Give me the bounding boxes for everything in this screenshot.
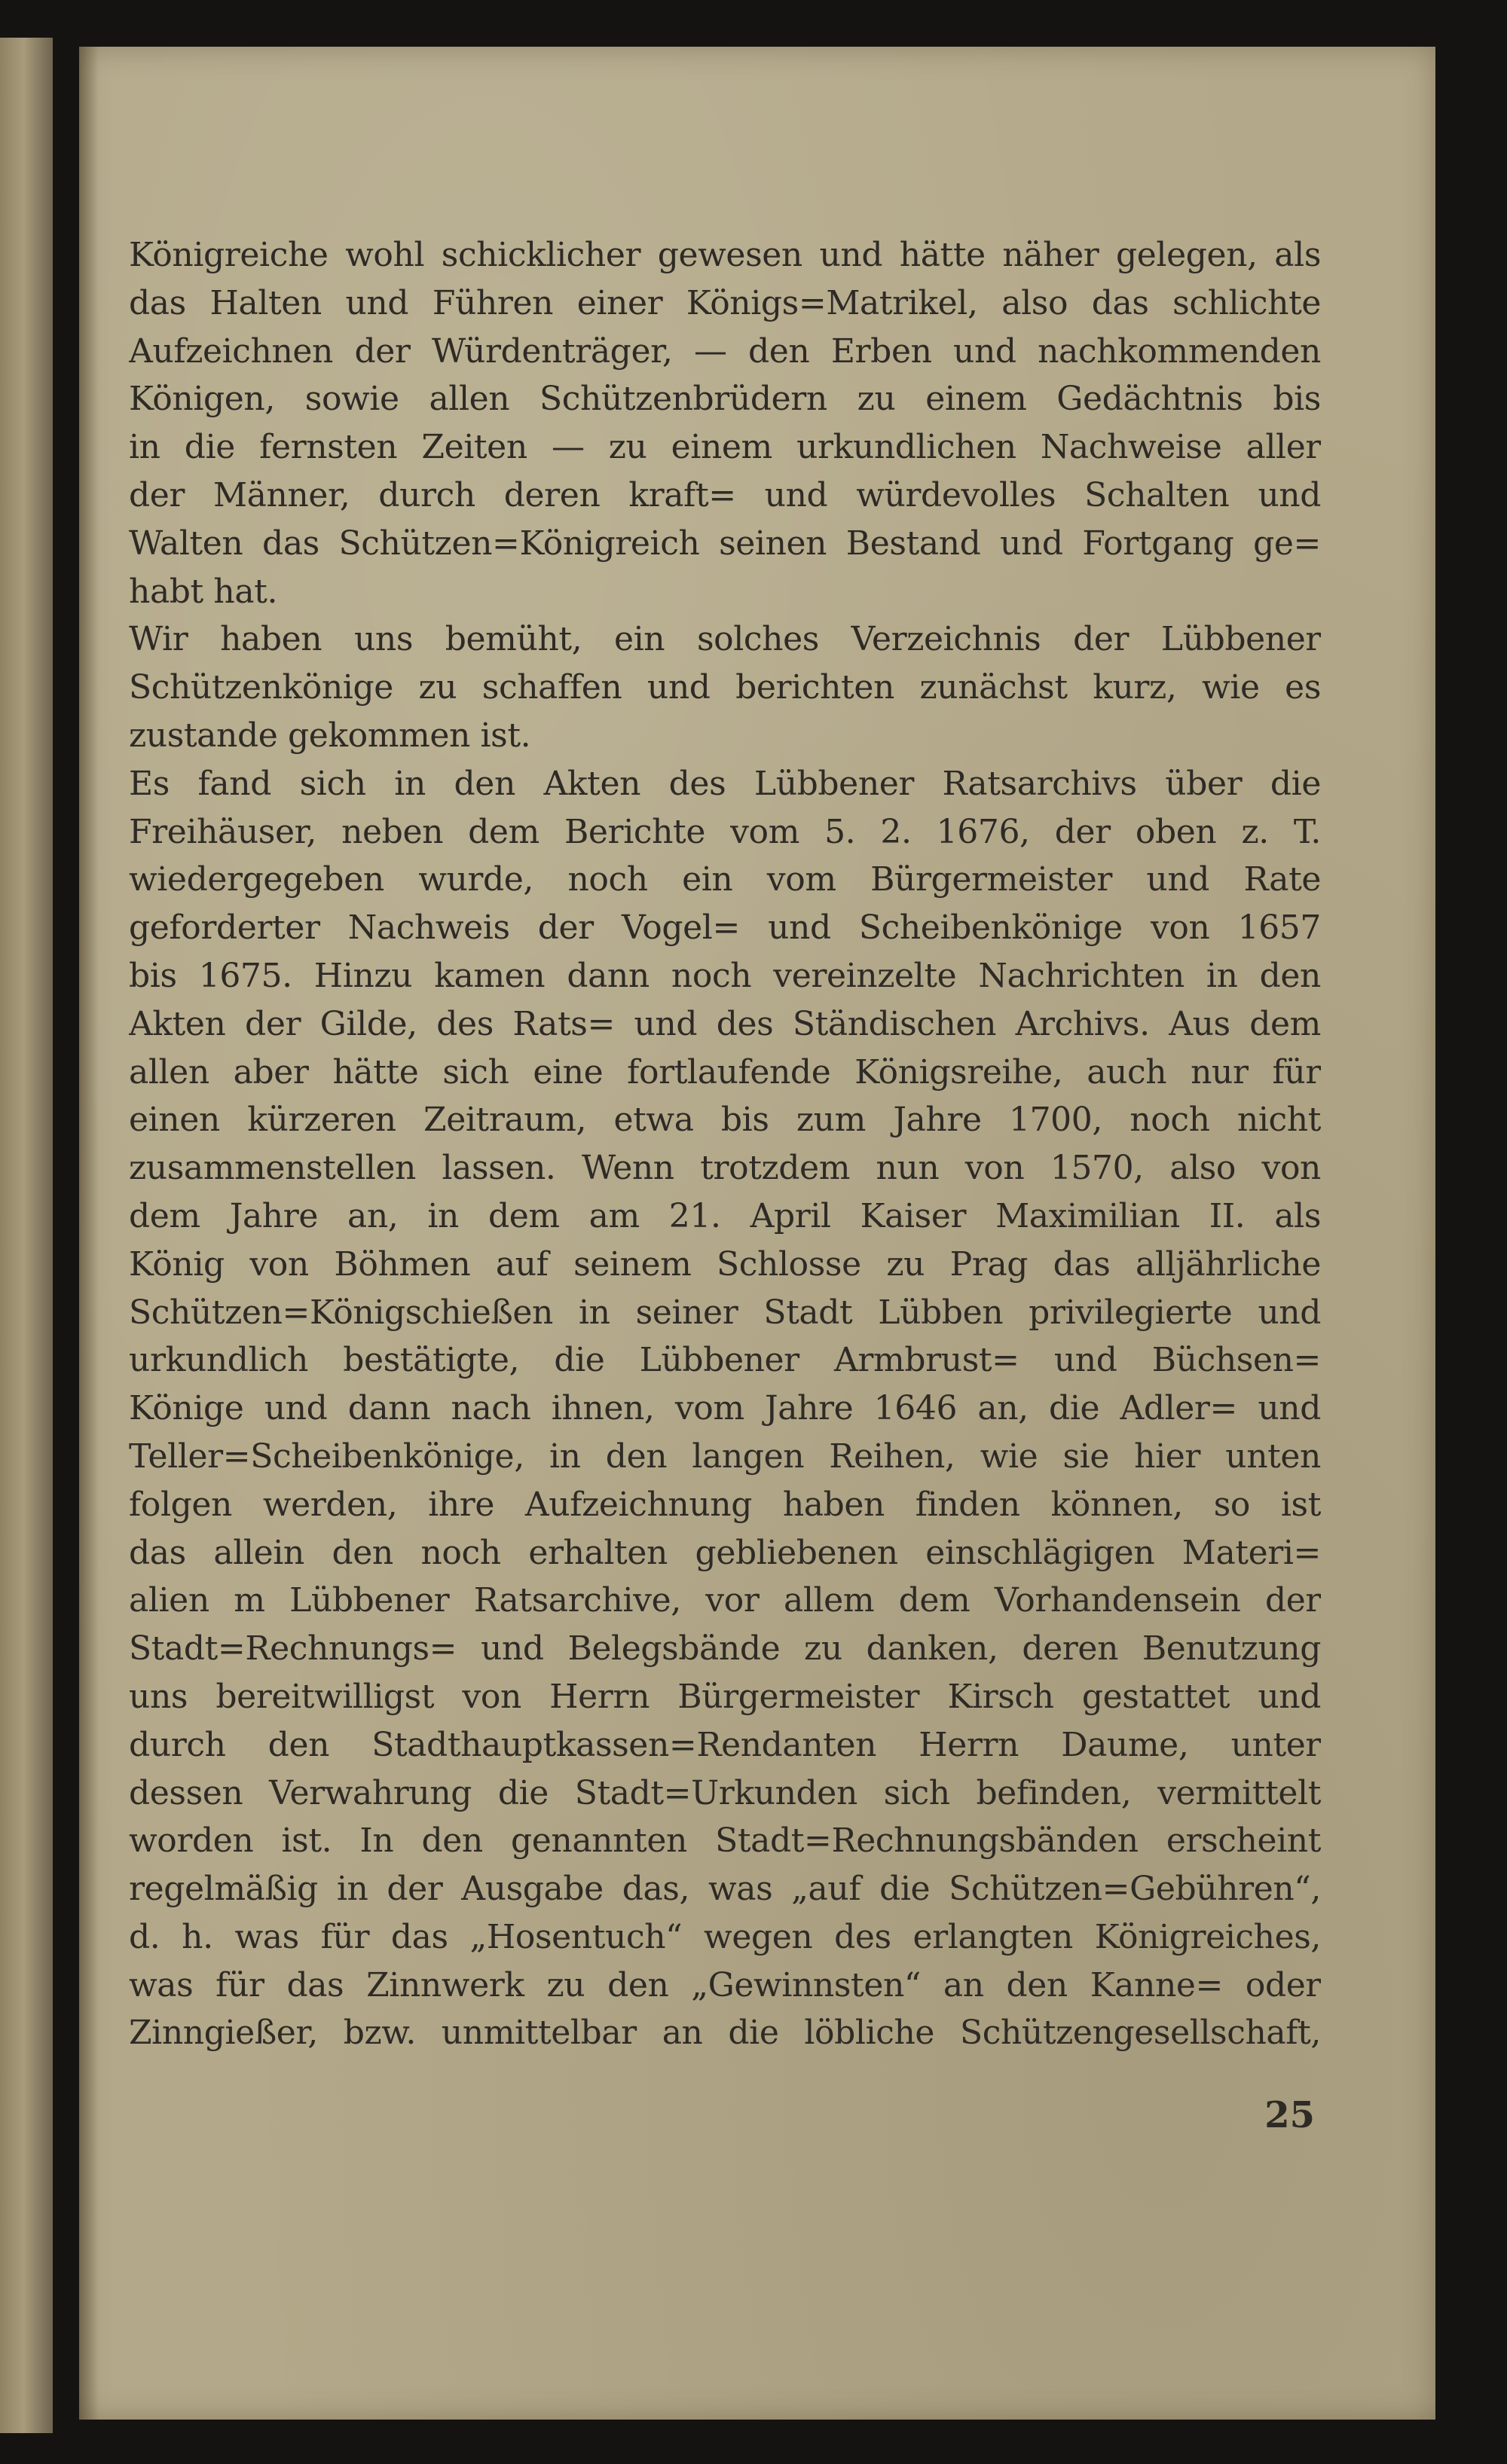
book-page [79,47,1435,2420]
text-line: folgen werden, ihre Aufzeichnung haben finden können, so ist [129,1485,1321,1524]
text-line: einen kürzeren Zeitraum, etwa bis zum Jahre 1700, noch nicht [129,1101,1321,1140]
page-gutter-shadow [79,47,99,2420]
text-line: zusammenstellen lassen. Wenn trotzdem nun von 1570, also von [129,1149,1321,1188]
text-line: Königen, sowie allen Schützenbrüdern zu einem Gedächtnis bis [129,380,1321,419]
text-line: durch den Stadthauptkassen=Rendanten Herrn Daume, unter [129,1725,1321,1764]
text-line: Walten das Schützen=Königreich seinen Bestand und Fortgang ge= [129,524,1321,563]
text-line: Schützen=Königschießen in seiner Stadt Lübben privilegierte und [129,1293,1321,1332]
text-line: Aufzeichnen der Würdenträger, — den Erben und nachkommenden [129,331,1321,371]
text-line: Könige und dann nach ihnen, vom Jahre 1646 an, die Adler= und [129,1389,1321,1428]
text-line: Königreiche wohl schicklicher gewesen und hätte näher gelegen, als [129,236,1321,274]
text-line: dem Jahre an, in dem am 21. April Kaiser Maximilian II. als [129,1196,1321,1235]
text-line: Akten der Gilde, des Rats= und des Ständischen Archivs. Aus dem [129,1004,1321,1043]
text-line: Teller=Scheibenkönige, in den langen Reihen, wie sie hier unten [129,1437,1321,1476]
text-line: Zinngießer, bzw. unmittelbar an die löbliche Schützengesellschaft, [129,2014,1321,2053]
text-line: zustande gekommen ist. [129,716,531,755]
page-number: 25 [1264,2094,1315,2136]
text-line: Es fand sich in den Akten des Lübbener Ratsarchivs über die [129,764,1321,803]
text-line: allen aber hätte sich eine fortlaufende Königsreihe, auch nur für [129,1052,1321,1092]
text-line: wiedergegeben wurde, noch ein vom Bürgermeister und Rate [129,860,1321,899]
text-line: d. h. was für das „Hosentuch“ wegen des erlangten Königreiches, [129,1917,1321,1956]
text-line: in die fernsten Zeiten — zu einem urkundlichen Nachweise aller [129,428,1321,467]
text-line: Freihäuser, neben dem Berichte vom 5. 2. 1676, der oben z. T. [129,812,1321,851]
text-line: König von Böhmen auf seinem Schlosse zu Prag das alljährliche [129,1244,1321,1284]
text-line: dessen Verwahrung die Stadt=Urkunden sich befinden, vermittelt [129,1773,1321,1812]
text-line: alien m Lübbener Ratsarchive, vor allem dem Vorhandensein der [129,1581,1321,1620]
text-line: worden ist. In den genannten Stadt=Rechnungsbänden erscheint [129,1821,1321,1861]
text-line: bis 1675. Hinzu kamen dann noch vereinzelte Nachrichten in den [129,956,1321,995]
text-line: urkundlich bestätigte, die Lübbener Armbrust= und Büchsen= [129,1341,1321,1380]
text-line: der Männer, durch deren kraft= und würdevolles Schalten und [129,475,1321,514]
text-line: Wir haben uns bemüht, ein solches Verzeichnis der Lübbener [129,620,1321,659]
text-line: uns bereitwilligst von Herrn Bürgermeister Kirsch gestattet und [129,1677,1321,1716]
text-line: das Halten und Führen einer Königs=Matrikel, also das schlichte [129,283,1321,322]
text-line: Schützenkönige zu schaffen und berichten zunächst kurz, wie es [129,668,1321,707]
body-text [129,231,1321,2057]
text-line: was für das Zinnwerk zu den „Gewinnsten“ an den Kanne= oder [129,1965,1321,2004]
text-line: habt hat. [129,572,278,611]
text-line: regelmäßig in der Ausgabe das, was „auf die Schützen=Gebühren“, [129,1870,1321,1909]
text-line: das allein den noch erhalten gebliebenen einschlägigen Materi= [129,1533,1321,1572]
text-line: geforderter Nachweis der Vogel= und Scheibenkönige von 1657 [129,908,1321,948]
text-line: Stadt=Rechnungs= und Belegsbände zu danken, deren Benutzung [129,1629,1321,1669]
previous-page-edge [0,38,53,2433]
